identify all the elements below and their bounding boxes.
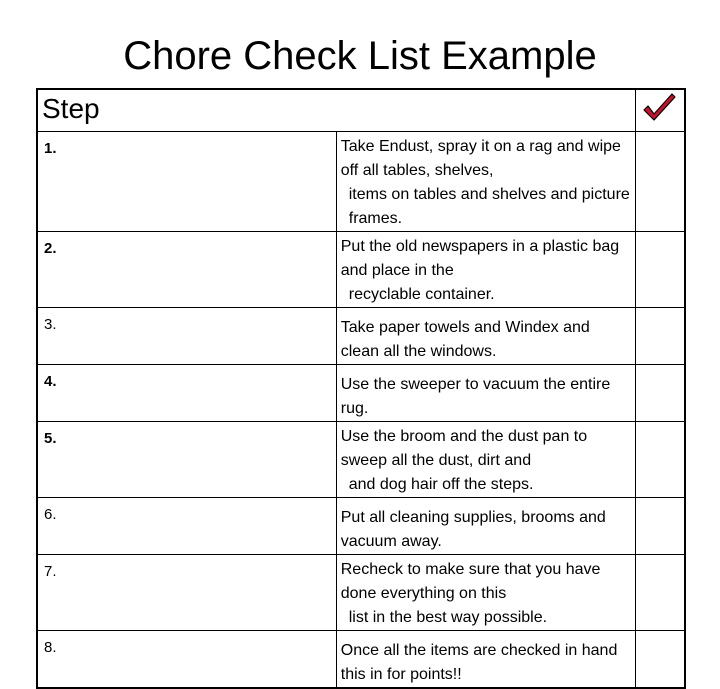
step-text <box>336 232 635 308</box>
step-text-line-1: Take Endust, spray it on a rag and wipe off all tables, shelves, <box>340 138 621 179</box>
step-text-line-1: Put the old newspapers in a plastic bag and place in the <box>340 238 620 279</box>
checklist-row-4 <box>37 365 685 422</box>
step-text <box>336 132 635 232</box>
step-number: 3. <box>37 308 336 365</box>
check-box-cell[interactable] <box>636 555 686 631</box>
checklist-row-6 <box>37 498 685 555</box>
check-box-cell[interactable] <box>636 132 686 232</box>
step-text <box>336 422 635 498</box>
check-box-cell[interactable] <box>636 232 686 308</box>
step-number: 5. <box>37 422 336 498</box>
step-text-line-1: Take paper towels and Windex and clean all the windows. <box>340 319 590 360</box>
step-text-line-1: Use the broom and the dust pan to sweep all the dust, dirt and <box>340 428 588 469</box>
check-box-cell[interactable] <box>636 308 686 365</box>
checklist-row-8 <box>37 631 685 689</box>
checklist-row-2 <box>37 232 685 308</box>
step-number: 2. <box>37 232 336 308</box>
step-text-line-2: and dog hair off the steps. <box>348 476 534 493</box>
step-text-line-2: recyclable container. <box>348 286 495 303</box>
checklist-row-7 <box>37 555 685 631</box>
chore-checklist-table <box>36 88 686 689</box>
step-header: Step <box>37 89 636 132</box>
step-text <box>336 365 635 422</box>
step-text-line-1: Put all cleaning supplies, brooms and vacuum away. <box>340 509 606 550</box>
step-text-line-1: Use the sweeper to vacuum the entire rug. <box>340 376 611 417</box>
check-box-cell[interactable] <box>636 498 686 555</box>
step-text <box>336 555 635 631</box>
check-box-cell[interactable] <box>636 631 686 689</box>
step-text-line-2: list in the best way possible. <box>348 609 548 626</box>
step-text <box>336 308 635 365</box>
red-checkmark-icon <box>642 92 676 122</box>
check-box-cell[interactable] <box>636 422 686 498</box>
checklist-row-5 <box>37 422 685 498</box>
step-text <box>336 631 635 689</box>
step-text-line-2: items on tables and shelves and picture frames. <box>348 186 630 227</box>
step-text-line-1: Recheck to make sure that you have done everything on this <box>340 561 601 602</box>
step-number: 1. <box>37 132 336 232</box>
step-number: 7. <box>37 555 336 631</box>
step-text <box>336 498 635 555</box>
step-text-line-1: Once all the items are checked in hand this in for points!! <box>340 642 618 683</box>
checklist-row-1 <box>37 132 685 232</box>
checklist-row-3 <box>37 308 685 365</box>
check-header-cell <box>636 89 686 132</box>
step-number: 6. <box>37 498 336 555</box>
step-number: 4. <box>37 365 336 422</box>
step-number: 8. <box>37 631 336 689</box>
header-row <box>37 89 685 132</box>
page-title: Chore Check List Example <box>123 34 597 78</box>
check-box-cell[interactable] <box>636 365 686 422</box>
